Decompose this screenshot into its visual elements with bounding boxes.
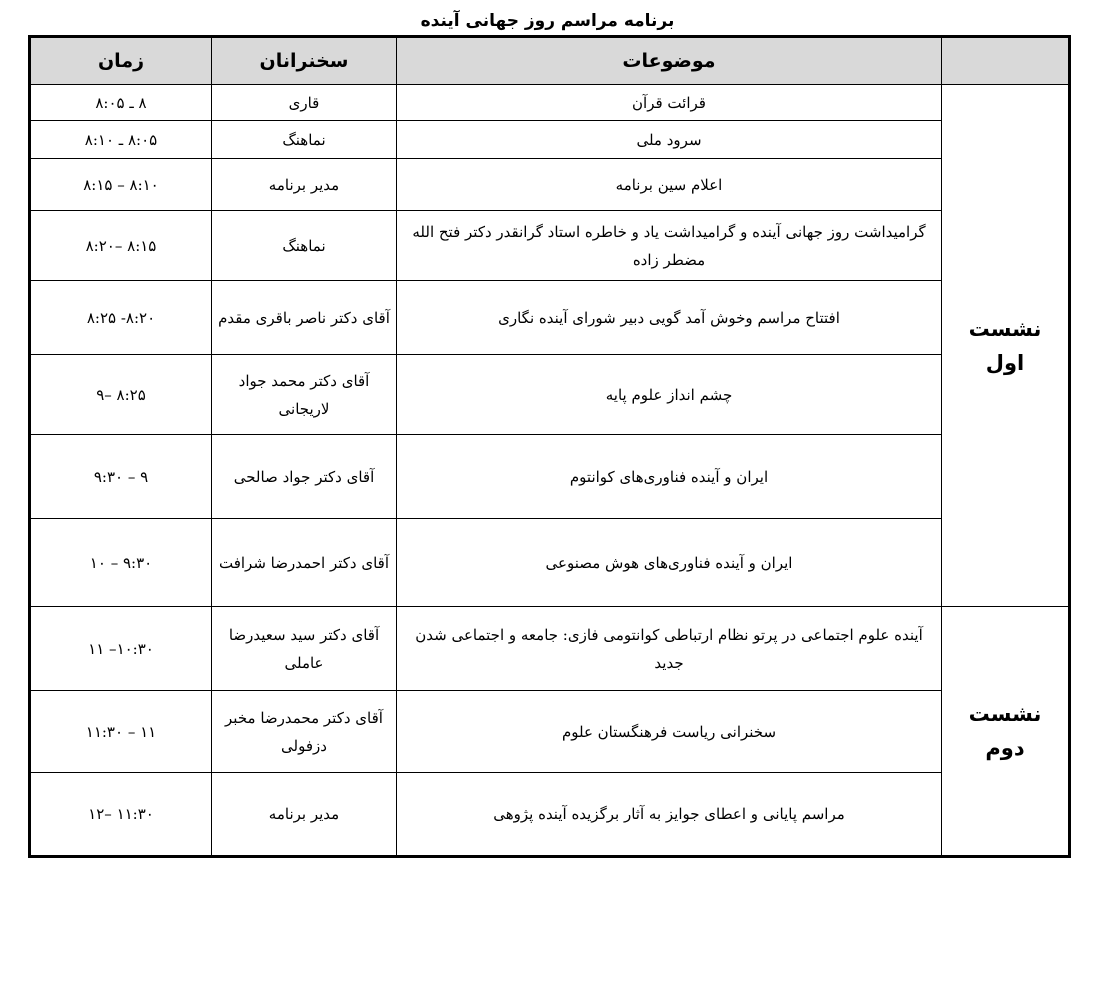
time-cell: ۸:۰۵ ـ ۸:۱۰ <box>30 121 212 159</box>
header-session <box>942 37 1070 85</box>
table-row <box>30 773 1070 857</box>
table-row <box>30 121 1070 159</box>
speaker-cell: آقای دکتر ناصر باقری مقدم <box>212 281 397 355</box>
time-cell: ۸:۱۰ – ۸:۱۵ <box>30 159 212 211</box>
time-cell: ۱۱:۳۰ –۱۲ <box>30 773 212 857</box>
speaker-cell: آقای دکتر محمد جواد لاریجانی <box>212 355 397 435</box>
topic-cell: قرائت قرآن <box>397 85 942 121</box>
topic-cell: آینده علوم اجتماعی در پرتو نظام ارتباطی کوانتومی فازی: جامعه و اجتماعی شدن جدید <box>397 607 942 691</box>
topic-cell: چشم انداز علوم پایه <box>397 355 942 435</box>
topic-cell: گرامیداشت روز جهانی آینده و گرامیداشت یاد و خاطره استاد گرانقدر دکتر فتح الله مضطر زاده <box>397 211 942 281</box>
header-topics: موضوعات <box>397 37 942 85</box>
session-first-line1: نشست <box>968 316 1042 341</box>
time-cell: ۸:۲۵ –۹ <box>30 355 212 435</box>
topic-cell: مراسم پایانی و اعطای جوایز به آثار برگزیده آینده پژوهی <box>397 773 942 857</box>
speaker-cell: آقای دکتر محمدرضا مخبر دزفولی <box>212 691 397 773</box>
session-first <box>942 85 1070 607</box>
table-row <box>30 281 1070 355</box>
table-row <box>30 85 1070 121</box>
time-cell: ۹ – ۹:۳۰ <box>30 435 212 519</box>
time-cell: ۹:۳۰ – ۱۰ <box>30 519 212 607</box>
speaker-cell: نماهنگ <box>212 121 397 159</box>
session-second-line2: دوم <box>985 736 1025 760</box>
speaker-cell: آقای دکتر جواد صالحی <box>212 435 397 519</box>
topic-cell: افتتاح مراسم وخوش آمد گویی دبیر شورای آینده نگاری <box>397 281 942 355</box>
speaker-cell: آقای دکتر سید سعیدرضا عاملی <box>212 607 397 691</box>
table-row <box>30 211 1070 281</box>
header-time: زمان <box>30 37 212 85</box>
speaker-cell: مدیر برنامه <box>212 773 397 857</box>
time-cell: ۸:۱۵ –۸:۲۰ <box>30 211 212 281</box>
session-second <box>942 607 1070 857</box>
session-first-line2: اول <box>985 350 1025 375</box>
topic-cell: ایران و آینده فناوری‌های هوش مصنوعی <box>397 519 942 607</box>
session-second-line1: نشست <box>968 702 1042 726</box>
table-row <box>30 691 1070 773</box>
program-table <box>28 35 1071 858</box>
time-cell: ۱۰:۳۰– ۱۱ <box>30 607 212 691</box>
speaker-cell: قاری <box>212 85 397 121</box>
document-title: برنامه مراسم روز جهانی آینده <box>420 11 675 31</box>
header-speakers: سخنرانان <box>212 37 397 85</box>
topic-cell: ایران و آینده فناوری‌های کوانتوم <box>397 435 942 519</box>
time-cell: ۱۱ – ۱۱:۳۰ <box>30 691 212 773</box>
speaker-cell: آقای دکتر احمدرضا شرافت <box>212 519 397 607</box>
topic-cell: سخنرانی ریاست فرهنگستان علوم <box>397 691 942 773</box>
table-row <box>30 159 1070 211</box>
table-row <box>30 435 1070 519</box>
table-row <box>30 519 1070 607</box>
speaker-cell: نماهنگ <box>212 211 397 281</box>
speaker-cell: مدیر برنامه <box>212 159 397 211</box>
time-cell: ۸:۲۰- ۸:۲۵ <box>30 281 212 355</box>
topic-cell: سرود ملی <box>397 121 942 159</box>
topic-cell: اعلام سین برنامه <box>397 159 942 211</box>
time-cell: ۸ ـ ۸:۰۵ <box>30 85 212 121</box>
table-header-row <box>30 37 1070 85</box>
table-row <box>30 355 1070 435</box>
table-row <box>30 607 1070 691</box>
